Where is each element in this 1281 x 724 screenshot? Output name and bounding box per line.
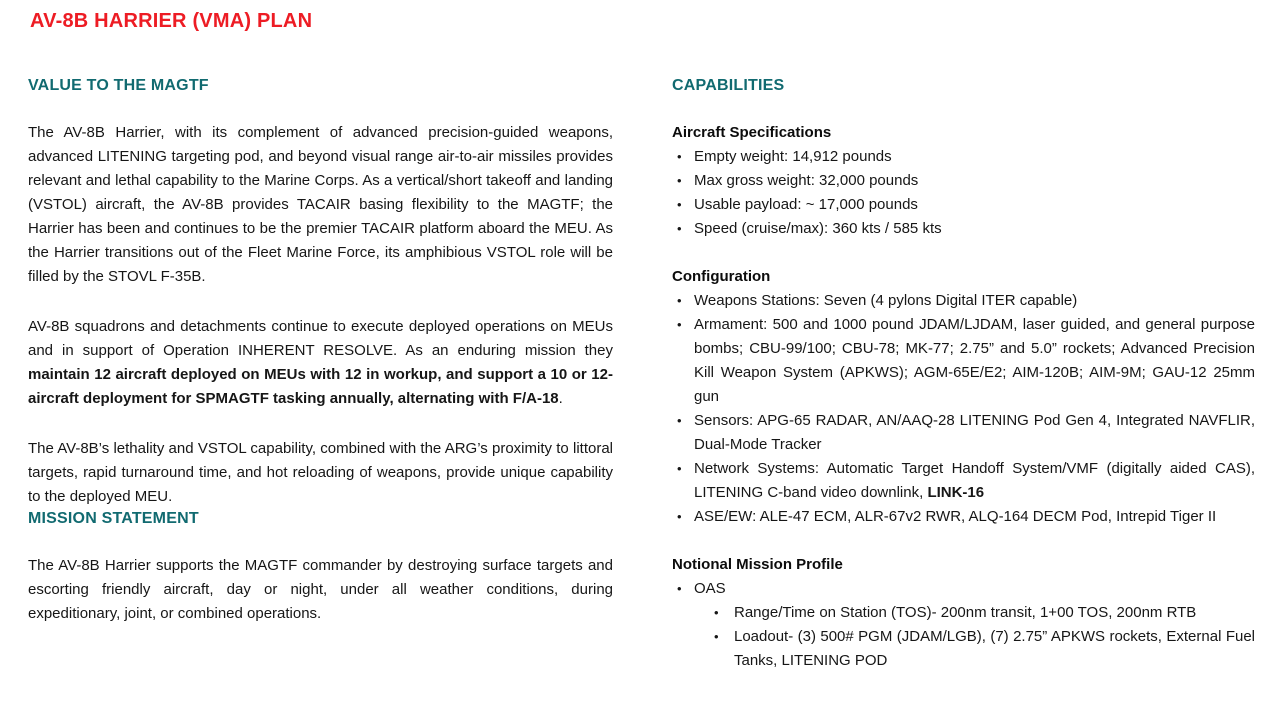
group-subheading: Notional Mission Profile — [672, 556, 843, 573]
list-item — [672, 409, 1255, 457]
bullet-icon: • — [677, 581, 682, 596]
text-run: Loadout- (3) 500# PGM (JDAM/LGB), (7) 2.75” APKWS rockets, External Fuel Tanks, LITENING POD — [734, 628, 1255, 669]
bullet-icon: • — [677, 173, 682, 188]
document-section — [28, 509, 613, 626]
bullet-icon: • — [677, 317, 682, 332]
bullet-list — [672, 289, 1255, 529]
text-run: . — [558, 390, 563, 407]
group-subheading: Aircraft Specifications — [672, 124, 832, 141]
bullet-icon: • — [677, 293, 682, 308]
list-item-text — [734, 601, 1255, 625]
group-subheading: Configuration — [672, 268, 771, 285]
text-run: Empty weight: 14,912 pounds — [694, 148, 892, 165]
list-item — [672, 193, 1255, 217]
text-run: AV-8B squadrons and detachments continue to execute deployed operations on MEUs and in support of Operation INHERENT RESOLVE. As an enduring mission they — [28, 318, 613, 359]
list-item — [672, 169, 1255, 193]
bullet-icon: • — [714, 629, 719, 644]
list-item — [672, 289, 1255, 313]
list-item-text — [694, 505, 1255, 529]
list-item-text — [694, 169, 1255, 193]
text-run: Max gross weight: 32,000 pounds — [694, 172, 919, 189]
list-item — [672, 505, 1255, 529]
bullet-icon: • — [677, 509, 682, 524]
list-item-text — [694, 193, 1255, 217]
bullet-icon: • — [677, 461, 682, 476]
text-run: Weapons Stations: Seven (4 pylons Digital ITER capable) — [694, 292, 1078, 309]
list-item-text — [734, 625, 1255, 673]
section-paragraphs — [28, 121, 613, 509]
list-item-text — [694, 289, 1255, 313]
page-title: AV-8B HARRIER (VMA) PLAN — [30, 10, 313, 32]
text-run: Usable payload: ~ 17,000 pounds — [694, 196, 918, 213]
bold-text-run: LINK-16 — [927, 484, 985, 501]
left-column — [28, 76, 613, 697]
list-item — [672, 145, 1255, 169]
paragraph — [28, 315, 613, 411]
capability-group — [672, 553, 1255, 673]
list-item — [708, 601, 1255, 625]
paragraph — [28, 554, 613, 626]
document-section — [28, 76, 613, 509]
bullet-icon: • — [677, 413, 682, 428]
list-item — [672, 577, 1255, 601]
list-item-text — [694, 217, 1255, 241]
paragraph — [28, 437, 613, 509]
section-heading: VALUE TO THE MAGTF — [28, 77, 209, 94]
right-column — [672, 76, 1255, 697]
section-heading-capabilities: CAPABILITIES — [672, 77, 785, 94]
list-item-text — [694, 577, 1255, 601]
text-run: Sensors: APG-65 RADAR, AN/AAQ-28 LITENING Pod Gen 4, Integrated NAVFLIR, Dual-Mode Tracker — [694, 412, 1255, 453]
text-run: Range/Time on Station (TOS)- 200nm transit, 1+00 TOS, 200nm RTB — [734, 604, 1197, 621]
text-run: ASE/EW: ALE-47 ECM, ALR-67v2 RWR, ALQ-164 DECM Pod, Intrepid Tiger II — [694, 508, 1217, 525]
text-run: Armament: 500 and 1000 pound JDAM/LJDAM, laser guided, and general purpose bombs; CBU-99/100; CBU-78; MK-77; 2.75” and 5.0” rockets; Advanced Precision Kill Weapon System (APKWS); AGM-65E/E2; AIM-120B; AIM-9M; GAU-12 25mm gun — [694, 316, 1255, 405]
section-paragraphs — [28, 554, 613, 626]
list-item-text — [694, 313, 1255, 409]
list-item-text — [694, 409, 1255, 457]
bullet-list — [672, 577, 1255, 673]
text-run: Network Systems: Automatic Target Handoff System/VMF (digitally aided CAS), LITENING C-band video downlink, — [694, 460, 1255, 501]
bullet-icon: • — [677, 197, 682, 212]
bullet-list — [672, 145, 1255, 241]
text-run: The AV-8B’s lethality and VSTOL capability, combined with the ARG’s proximity to littoral targets, rapid turnaround time, and hot reloading of weapons, provide unique capability to the deployed MEU. — [28, 440, 613, 505]
section-heading: MISSION STATEMENT — [28, 510, 199, 527]
list-item — [672, 313, 1255, 409]
text-run: OAS — [694, 580, 726, 597]
bold-text-run: maintain 12 aircraft deployed on MEUs with 12 in workup, and support a 10 or 12-aircraft deployment for SPMAGTF tasking annually, alternating with F/A-18 — [28, 366, 613, 407]
capabilities-groups — [672, 121, 1255, 673]
text-run: The AV-8B Harrier supports the MAGTF commander by destroying surface targets and escorting friendly aircraft, day or night, under all weather conditions, during expeditionary, joint, or combined operations. — [28, 557, 613, 622]
list-item-text — [694, 145, 1255, 169]
bullet-icon: • — [714, 605, 719, 620]
bullet-icon: • — [677, 221, 682, 236]
text-run: The AV-8B Harrier, with its complement of advanced precision-guided weapons, advanced LITENING targeting pod, and beyond visual range air-to-air missiles provides relevant and lethal capability to the Marine Corps. As a vertical/short takeoff and landing (VSTOL) aircraft, the AV-8B provides TACAIR basing flexibility to the MAGTF; the Harrier has been and continues to be the premier TACAIR platform aboard the MEU. As the Harrier transitions out of the Fleet Marine Force, its amphibious VSTOL role will be filled by the STOVL F-35B. — [28, 124, 613, 285]
list-item — [672, 457, 1255, 505]
list-item — [708, 625, 1255, 673]
list-item — [672, 217, 1255, 241]
bullet-icon: • — [677, 149, 682, 164]
list-item-text — [694, 457, 1255, 505]
two-column-layout — [28, 76, 1255, 697]
capability-group — [672, 265, 1255, 529]
text-run: Speed (cruise/max): 360 kts / 585 kts — [694, 220, 942, 237]
capability-group — [672, 121, 1255, 241]
paragraph — [28, 121, 613, 289]
